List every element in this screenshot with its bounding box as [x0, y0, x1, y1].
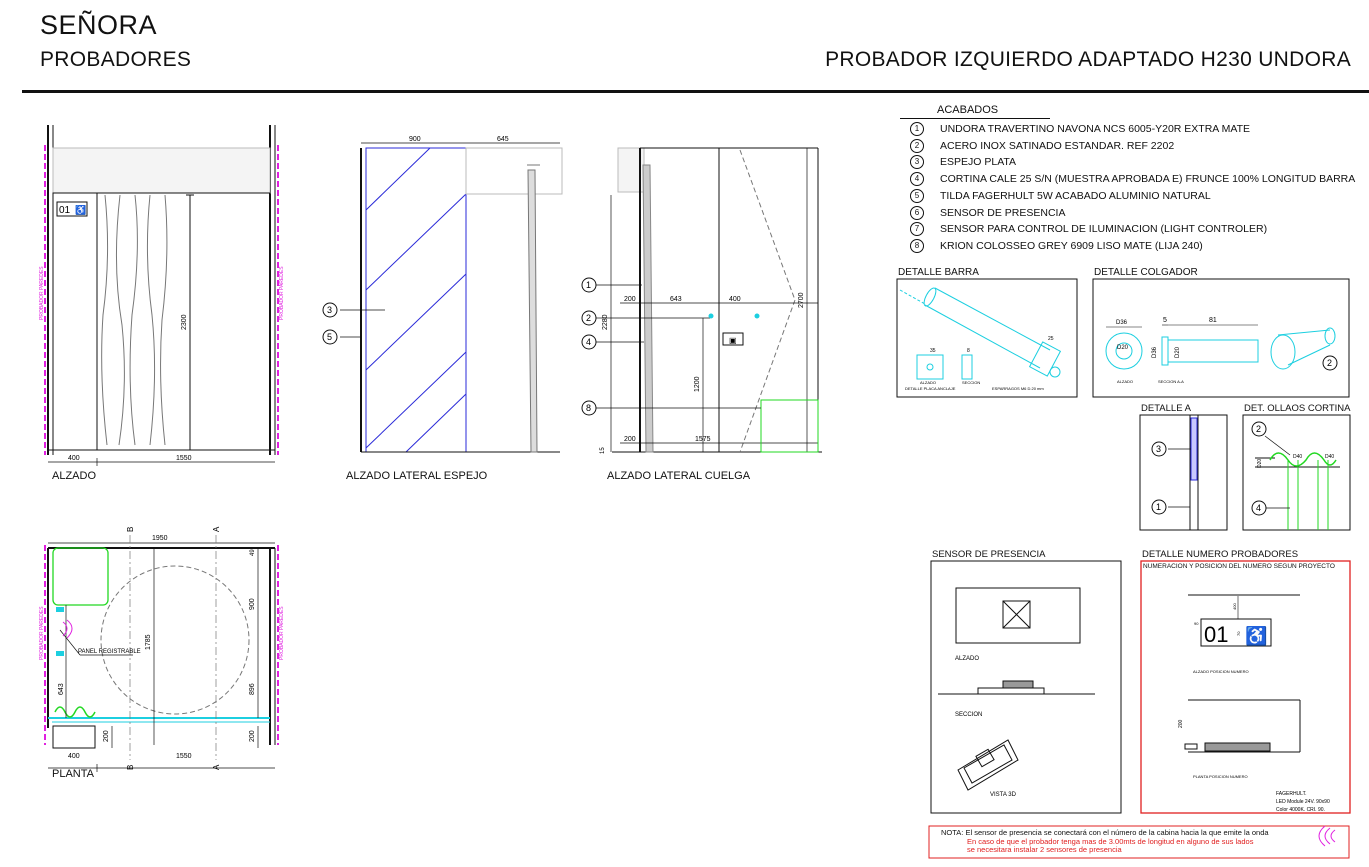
alzado-side-label-right: PROBADOR PAREDES [279, 266, 285, 320]
cuelga-dim-643: 643 [670, 296, 682, 303]
sensor-dot-left [709, 314, 714, 319]
colgador-dim-d20b: D20 [1175, 346, 1181, 358]
planta-dim-49: 49 [250, 549, 256, 556]
planta-dim-896: 896 [249, 683, 256, 695]
planta-dim-1550: 1550 [176, 753, 192, 760]
note-line-2: En caso de que el probador tenga mas de 3.00mts de longitud en alguno de sus lados [967, 836, 1254, 846]
page-subtitle: PROBADORES [40, 48, 192, 71]
note-text [941, 829, 1321, 855]
colgador-dim-d36a: D36 [1116, 320, 1128, 326]
cuelga-dim-1200: 1200 [694, 376, 701, 392]
accessibility-icon: ♿ [75, 205, 87, 215]
sensor-alzado: ALZADO [955, 656, 980, 662]
sensor-seccion: SECCION [955, 712, 983, 718]
planta-panel-label: PANEL REGISTRABLE [78, 649, 141, 655]
numero-subtitle: NUMERACION Y POSICION DEL NUMERO SEGUN PROYECTO [1143, 563, 1335, 570]
section-a-bottom: A [212, 764, 221, 770]
acabado-number: 3 [910, 155, 924, 169]
alzado-side-label-left: PROBADOR PAREDES [39, 266, 45, 320]
barra-alzado: ALZADO [920, 380, 937, 385]
colgador-seccion: SECCION A-A [1158, 379, 1184, 384]
acabado-text: ESPEJO PLATA [940, 156, 1017, 169]
planta-side-label-left: PROBADOR PAREDES [39, 606, 45, 660]
numero-dim-400: 400 [1232, 603, 1237, 610]
numero-fager2: LED Module 24V. 90x90 [1276, 799, 1330, 805]
label-alzado-lateral-espejo: ALZADO LATERAL ESPEJO [346, 470, 488, 482]
acabado-text: UNDORA TRAVERTINO NAVONA NCS 6005-Y20R EXTRA MATE [940, 123, 1251, 135]
note-sensor-icon [1319, 826, 1335, 846]
cuelga-dim-2700: 2700 [798, 292, 805, 308]
barra-seccion: SECCION [962, 380, 981, 385]
page-title: SEÑORA [40, 10, 158, 40]
alzado-dim-1550: 1550 [176, 455, 192, 462]
alzado-dim-2300: 2300 [181, 314, 188, 330]
acabado-text: KRION COLOSSEO GREY 6909 LISO MATE (LIJA 240) [940, 239, 1203, 252]
numero-01: 01 [1204, 622, 1229, 647]
detalle-ollaos-title: DET. OLLAOS CORTINA [1244, 403, 1351, 414]
numero-alzado: ALZADO POSICION NUMERO [1193, 669, 1249, 674]
detalle-colgador-drawing [1106, 328, 1335, 369]
callout-1-label: 1 [586, 280, 592, 290]
numero-dim-90: 90 [1194, 621, 1199, 626]
barra-dim-25: 25 [1048, 336, 1054, 342]
acabado-number: 1 [910, 122, 924, 136]
numero-planta: PLANTA POSICION NUMERO [1193, 774, 1248, 779]
colgador-callout-2-label: 2 [1327, 358, 1333, 368]
acabado-text: SENSOR PARA CONTROL DE ILUMINACION (LIGHT CONTROLER) [940, 223, 1268, 236]
sensor-dot-right [755, 314, 760, 319]
planta-dim-1950: 1950 [152, 535, 168, 542]
barra-note2: ESPARRAGOS M6 D.20 mm [992, 386, 1044, 391]
acabados-heading: ACABADOS [937, 104, 999, 116]
acabado-text: CORTINA CALE 25 S/N (MUESTRA APROBADA E) FRUNCE 100% LONGITUD BARRA [940, 173, 1356, 186]
label-alzado-lateral-cuelga: ALZADO LATERAL CUELGA [607, 470, 751, 482]
detalle-a-box [1140, 415, 1227, 530]
numero-fager3: Color 4000K. CRI. 90. [1276, 807, 1325, 813]
detalle-a-title: DETALLE A [1141, 403, 1191, 414]
acabado-number: 7 [910, 222, 924, 236]
espejo-view [340, 143, 562, 452]
acabado-text: TILDA FAGERHULT 5W ACABADO ALUMINIO NATURAL [940, 189, 1211, 202]
section-b-top: B [126, 526, 135, 532]
detalle-barra-title: DETALLE BARRA [898, 267, 979, 278]
colgador-dim-5: 5 [1163, 317, 1167, 324]
label-alzado: ALZADO [52, 470, 97, 482]
light-controller-icon: ▣ [729, 336, 737, 345]
colgador-dim-d36b: D36 [1152, 346, 1158, 358]
sensor-drawing [938, 588, 1095, 790]
acabado-number: 8 [910, 239, 924, 253]
drawing-title: PROBADOR IZQUIERDO ADAPTADO H230 UNDORA [825, 48, 1351, 71]
espejo-dim-645: 645 [497, 136, 509, 143]
detalle-a-callout-3-label: 3 [1156, 444, 1162, 454]
espejo-dim-900: 900 [409, 136, 421, 143]
numero-accessibility-icon: ♿ [1245, 626, 1268, 646]
planta-dim-200a: 200 [103, 730, 110, 742]
label-planta: PLANTA [52, 768, 94, 780]
cuelga-dim-2280: 2280 [602, 314, 609, 330]
barra-note1: DETALLE PLACA ANCLAJE [905, 386, 956, 391]
ollaos-callout-4-label: 4 [1256, 503, 1262, 513]
alzado-view [45, 125, 278, 466]
planta-dim-200b: 200 [249, 730, 256, 742]
acabado-number: 6 [910, 206, 924, 220]
alzado-dim-400: 400 [68, 455, 80, 462]
callout-8-label: 8 [586, 403, 592, 413]
planta-dim-1785: 1785 [145, 634, 152, 650]
barra-dim-8: 8 [967, 348, 970, 354]
cuelga-dim-200a: 200 [624, 296, 636, 303]
numero-dim-200: 200 [1178, 719, 1184, 728]
cuelga-dim-1575: 1575 [695, 436, 711, 443]
ollaos-dim-d40b: D40 [1325, 454, 1335, 460]
note-line-1: NOTA: El sensor de presencia se conectará con el número de la cabina hacia la que emite la onda [941, 828, 1269, 837]
acabado-number: 2 [910, 139, 924, 153]
sensor-vista-3d: VISTA 3D [990, 792, 1016, 798]
detalle-barra-drawing [900, 286, 1060, 379]
section-b-bottom: B [126, 764, 135, 770]
cuelga-dim-200b: 200 [624, 436, 636, 443]
alzado-number: 01 [59, 205, 71, 216]
detalle-a-drawing [1168, 415, 1198, 530]
colgador-dim-81: 81 [1209, 317, 1217, 324]
planta-dim-400: 400 [68, 753, 80, 760]
ollaos-callout-2-label: 2 [1256, 424, 1262, 434]
numero-dim-70: 70 [1236, 631, 1241, 636]
detalle-a-callout-1-label: 1 [1156, 502, 1162, 512]
numero-title: DETALLE NUMERO PROBADORES [1142, 549, 1299, 560]
acabado-text: ACERO INOX SATINADO ESTANDAR. REF 2202 [940, 139, 1175, 152]
planta-side-label-right: PROBADOR PAREDES [279, 606, 285, 660]
colgador-dim-lines [1106, 325, 1258, 327]
callout-2-label: 2 [586, 313, 592, 323]
barra-dim-35: 35 [930, 348, 936, 354]
detalle-ollaos-drawing [1255, 436, 1340, 530]
cuelga-dim-15: 15 [600, 447, 606, 454]
detalle-colgador-title: DETALLE COLGADOR [1094, 267, 1198, 278]
callout-5-label: 5 [327, 332, 333, 342]
note-line-3: se necesitara instalar 2 sensores de presencia [967, 845, 1122, 854]
sensor-title: SENSOR DE PRESENCIA [932, 549, 1046, 560]
planta-dim-643: 643 [58, 683, 65, 695]
callout-4-label: 4 [586, 337, 592, 347]
acabado-text: SENSOR DE PRESENCIA [940, 206, 1066, 219]
acabado-number: 5 [910, 189, 924, 203]
numero-fager1: FAGERHULT. [1276, 791, 1307, 797]
cuelga-dim-400: 400 [729, 296, 741, 303]
ollaos-dim-d40a: D40 [1293, 454, 1303, 460]
callout-3-label: 3 [327, 305, 333, 315]
planta-dim-900: 900 [249, 598, 256, 610]
acabado-number: 4 [910, 172, 924, 186]
colgador-dim-d20a: D20 [1117, 345, 1129, 351]
section-a-top: A [212, 526, 221, 532]
colgador-alzado: ALZADO [1117, 379, 1134, 384]
ollaos-dim-d20: D20 [1257, 458, 1263, 468]
